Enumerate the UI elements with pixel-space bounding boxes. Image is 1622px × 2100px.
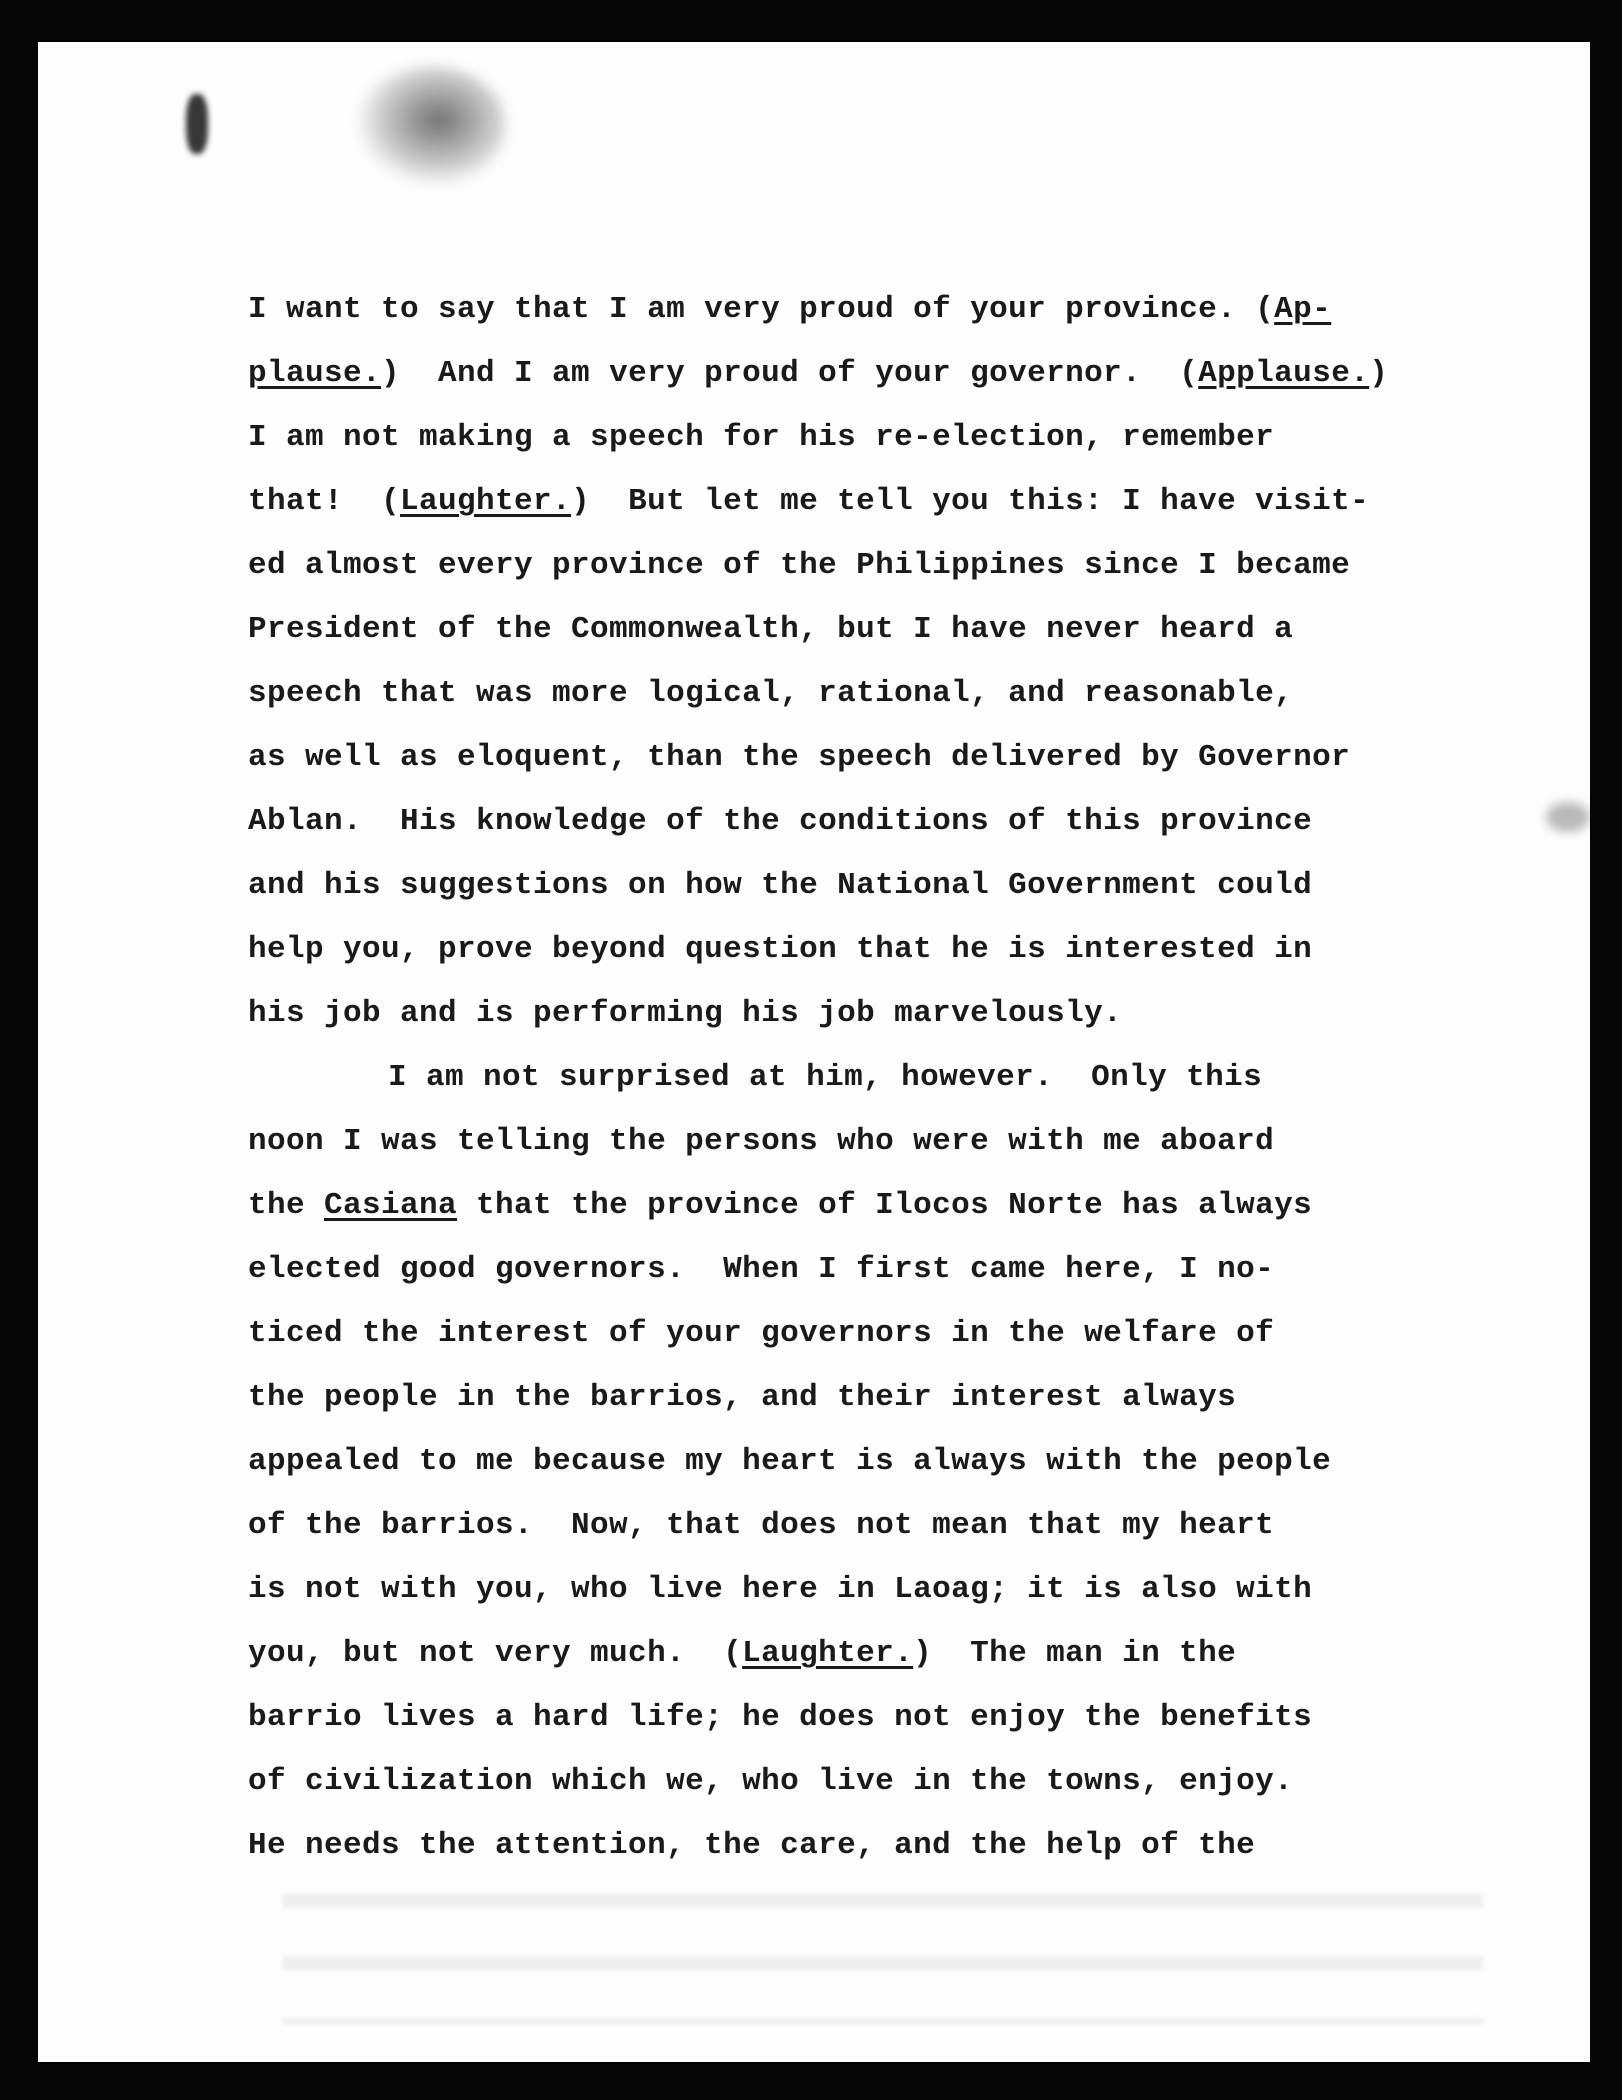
- underlined-text: Ap-: [1274, 292, 1332, 327]
- text-line: [248, 1238, 1488, 1302]
- text-line: [248, 662, 1488, 726]
- text-line: [248, 1814, 1488, 1878]
- ink-smudge: [1546, 802, 1590, 832]
- text-line: [248, 1686, 1488, 1750]
- text-run: I want to say that I am very proud of your province. (: [248, 292, 1275, 327]
- text-run: speech that was more logical, rational, and reasonable,: [248, 676, 1294, 711]
- text-run: ticed the interest of your governors in the welfare of: [248, 1316, 1275, 1351]
- text-run: is not with you, who live here in Laoag; it is also with: [248, 1572, 1313, 1607]
- text-line: [248, 1558, 1488, 1622]
- bleed-through-text: [283, 1894, 1483, 2024]
- text-run: that the province of Ilocos Norte has always: [457, 1188, 1313, 1223]
- text-line: [248, 406, 1488, 470]
- text-line: [248, 534, 1488, 598]
- text-line: [248, 854, 1488, 918]
- underlined-text: plause.: [248, 356, 382, 391]
- text-run: ): [1369, 356, 1389, 391]
- text-line: [248, 278, 1488, 342]
- text-line: [248, 1622, 1488, 1686]
- text-run: that! (: [248, 484, 401, 519]
- text-line: [248, 1430, 1488, 1494]
- text-run: as well as eloquent, than the speech delivered by Governor: [248, 740, 1351, 775]
- punch-hole-mark: [186, 94, 208, 154]
- text-run: I am not surprised at him, however. Only this: [388, 1060, 1263, 1095]
- text-line: [248, 790, 1488, 854]
- text-line: [248, 1750, 1488, 1814]
- underlined-text: Casiana: [324, 1188, 458, 1223]
- text-run: appealed to me because my heart is always with the people: [248, 1444, 1332, 1479]
- text-run: ) The man in the: [913, 1636, 1237, 1671]
- text-run: President of the Commonwealth, but I have never heard a: [248, 612, 1294, 647]
- text-run: help you, prove beyond question that he is interested in: [248, 932, 1313, 967]
- text-run: barrio lives a hard life; he does not enjoy the benefits: [248, 1700, 1313, 1735]
- text-run: the: [248, 1188, 325, 1223]
- underlined-text: Laughter.: [400, 484, 572, 519]
- text-line: [248, 726, 1488, 790]
- text-run: of the barrios. Now, that does not mean that my heart: [248, 1508, 1275, 1543]
- text-line: [248, 1494, 1488, 1558]
- text-line: [248, 1302, 1488, 1366]
- text-line: [248, 1366, 1488, 1430]
- ink-smudge: [356, 66, 506, 186]
- text-run: ) And I am very proud of your governor. (: [381, 356, 1199, 391]
- text-line: [248, 1174, 1488, 1238]
- text-run: his job and is performing his job marvelously.: [248, 996, 1123, 1031]
- text-run: of civilization which we, who live in the towns, enjoy.: [248, 1764, 1294, 1799]
- underlined-text: Laughter.: [742, 1636, 914, 1671]
- text-run: I am not making a speech for his re-election, remember: [248, 420, 1275, 455]
- text-line: [248, 342, 1488, 406]
- text-line: [248, 982, 1488, 1046]
- text-line: [248, 470, 1488, 534]
- text-run: ) But let me tell you this: I have visit-: [571, 484, 1370, 519]
- text-run: noon I was telling the persons who were with me aboard: [248, 1124, 1275, 1159]
- text-run: He needs the attention, the care, and the help of the: [248, 1828, 1256, 1863]
- text-run: Ablan. His knowledge of the conditions of this province: [248, 804, 1313, 839]
- text-line: [248, 1046, 1488, 1110]
- text-run: you, but not very much. (: [248, 1636, 743, 1671]
- text-line: [248, 918, 1488, 982]
- text-run: the people in the barrios, and their interest always: [248, 1380, 1237, 1415]
- text-line: [248, 598, 1488, 662]
- underlined-text: Applause.: [1198, 356, 1370, 391]
- text-run: ed almost every province of the Philippines since I became: [248, 548, 1351, 583]
- speech-text: [248, 278, 1488, 1878]
- text-line: [248, 1110, 1488, 1174]
- text-run: elected good governors. When I first came here, I no-: [248, 1252, 1275, 1287]
- text-run: and his suggestions on how the National Government could: [248, 868, 1313, 903]
